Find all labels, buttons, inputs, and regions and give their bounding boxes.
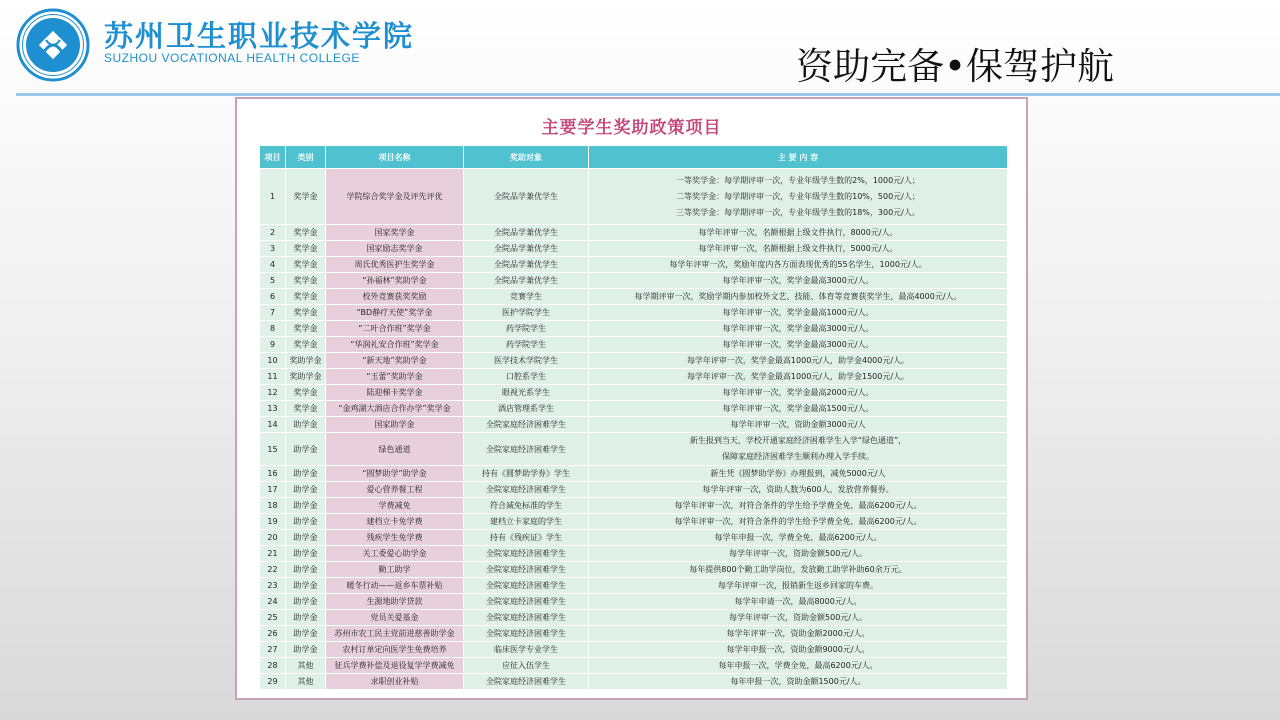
row-content: [589, 257, 1008, 273]
table-header-row: [260, 146, 1008, 169]
row-category: 助学金: [286, 626, 326, 642]
table-row: [260, 417, 1008, 433]
table-row: [260, 610, 1008, 626]
row-category: 奖学金: [286, 321, 326, 337]
row-content: [589, 466, 1008, 482]
row-target: 全院品学兼优学生: [464, 257, 589, 273]
row-content-line: 三等奖学金：每学期评审一次，专业年级学生数的18%，300元/人。: [676, 207, 920, 217]
table-row: [260, 257, 1008, 273]
row-content: [589, 626, 1008, 642]
row-target: 医学技术学院学生: [464, 353, 589, 369]
row-content-line: 每学年评审一次，奖学金最高3000元/人。: [722, 340, 874, 349]
row-content-line: 新生凭《圆梦助学券》办理报到，减免5000元/人: [710, 469, 886, 478]
row-name: “圆梦助学”助学金: [326, 466, 464, 482]
row-id: 29: [260, 674, 286, 690]
row-category: 助学金: [286, 610, 326, 626]
row-target: 医护学院学生: [464, 305, 589, 321]
row-category: 助学金: [286, 466, 326, 482]
row-name: 绿色通道: [326, 433, 464, 466]
row-target: 全院家庭经济困难学生: [464, 562, 589, 578]
row-id: 23: [260, 578, 286, 594]
row-target: 药学院学生: [464, 321, 589, 337]
row-name: “新天地”奖助学金: [326, 353, 464, 369]
row-id: 3: [260, 241, 286, 257]
row-content-line: 每学年评审一次，奖学金最高3000元/人。: [722, 324, 874, 333]
row-target: 全院家庭经济困难学生: [464, 610, 589, 626]
row-name: 关工委爱心助学金: [326, 546, 464, 562]
row-category: 奖学金: [286, 401, 326, 417]
table-row: [260, 642, 1008, 658]
row-content-line: 每学年申报一次，学费全免，最高6200元/人。: [714, 533, 882, 542]
row-name: 周氏优秀医护生奖学金: [326, 257, 464, 273]
table-row: [260, 482, 1008, 498]
policy-table-panel: [235, 97, 1028, 700]
row-content: [589, 353, 1008, 369]
row-content: [589, 514, 1008, 530]
row-target: 全院家庭经济困难学生: [464, 546, 589, 562]
row-target: 全院家庭经济困难学生: [464, 594, 589, 610]
row-id: 6: [260, 289, 286, 305]
table-row: [260, 273, 1008, 289]
row-name: 农村订单定向医学生免费培养: [326, 642, 464, 658]
table-row: [260, 369, 1008, 385]
row-name: 国家助学金: [326, 417, 464, 433]
row-name: 爱心营养餐工程: [326, 482, 464, 498]
row-content-line: 二等奖学金：每学期评审一次，专业年级学生数的10%，500元/人；: [676, 191, 920, 201]
row-content-line: 每学年评审一次，名额根据上级文件执行，8000元/人。: [698, 228, 898, 237]
row-category: 奖学金: [286, 241, 326, 257]
row-content: [589, 658, 1008, 674]
row-id: 7: [260, 305, 286, 321]
row-category: 助学金: [286, 530, 326, 546]
row-content: [589, 433, 1008, 466]
table-row: [260, 498, 1008, 514]
row-category: 助学金: [286, 594, 326, 610]
row-target: 全院家庭经济困难学生: [464, 578, 589, 594]
row-content-line: 新生报到当天，学校开通家庭经济困难学生入学“绿色通道”，: [689, 436, 907, 445]
table-row: [260, 530, 1008, 546]
row-category: 奖学金: [286, 305, 326, 321]
row-id: 26: [260, 626, 286, 642]
row-content-line: 每学年评审一次，奖学金最高1000元/人，助学金4000元/人。: [686, 356, 910, 365]
table-row: [260, 305, 1008, 321]
row-category: 助学金: [286, 514, 326, 530]
row-name: “金鸡湖大酒店合作办学”奖学金: [326, 401, 464, 417]
row-content: [589, 289, 1008, 305]
row-content: [589, 498, 1008, 514]
row-id: 5: [260, 273, 286, 289]
row-target: 应征入伍学生: [464, 658, 589, 674]
row-content-line: 每学年评审一次，名额根据上级文件执行，5000元/人。: [698, 244, 898, 253]
row-category: 其他: [286, 674, 326, 690]
row-id: 12: [260, 385, 286, 401]
row-content: [589, 337, 1008, 353]
row-name: 生源地助学贷款: [326, 594, 464, 610]
row-name: “BD静疗天使”奖学金: [326, 305, 464, 321]
row-name: “玉蕾”奖助学金: [326, 369, 464, 385]
row-content: [589, 369, 1008, 385]
table-row: [260, 626, 1008, 642]
table-row: [260, 433, 1008, 466]
row-id: 14: [260, 417, 286, 433]
header-divider: [16, 93, 1280, 96]
row-content-line: 每学年评审一次，资助金额2000元/人。: [726, 629, 870, 638]
row-content: [589, 225, 1008, 241]
row-name: 苏州市农工民主党前进慈善助学金: [326, 626, 464, 642]
table-row: [260, 169, 1008, 225]
row-content-line: 每学年评审一次，资助人数为600人，发放营养餐券。: [702, 485, 894, 494]
row-target: 酒店管理系学生: [464, 401, 589, 417]
row-content: [589, 642, 1008, 658]
row-category: 奖学金: [286, 225, 326, 241]
row-category: 奖学金: [286, 385, 326, 401]
row-name: 暖冬行动——返乡车票补贴: [326, 578, 464, 594]
row-id: 20: [260, 530, 286, 546]
table-row: [260, 241, 1008, 257]
row-content: [589, 546, 1008, 562]
school-name-en: SUZHOU VOCATIONAL HEALTH COLLEGE: [104, 51, 360, 65]
table-row: [260, 674, 1008, 690]
table-row: [260, 466, 1008, 482]
row-category: 奖学金: [286, 337, 326, 353]
row-target: 全院家庭经济困难学生: [464, 626, 589, 642]
row-name: “二叶合作班”奖学金: [326, 321, 464, 337]
row-content: [589, 401, 1008, 417]
row-name: 学院综合奖学金及评先评优: [326, 169, 464, 225]
row-target: 口腔系学生: [464, 369, 589, 385]
row-target: 全院家庭经济困难学生: [464, 674, 589, 690]
row-name: 党员关爱基金: [326, 610, 464, 626]
row-content-line: 每学期评审一次，奖励学期内参加校外文艺、技能、体育等竞赛获奖学生，最高4000元/人。: [634, 292, 962, 301]
table-row: [260, 385, 1008, 401]
column-header-name: 项目名称: [326, 146, 464, 169]
table-row: [260, 546, 1008, 562]
row-name: 残疾学生免学费: [326, 530, 464, 546]
table-row: [260, 594, 1008, 610]
row-content: [589, 241, 1008, 257]
row-target: 临床医学专业学生: [464, 642, 589, 658]
row-content-line: 每学年评审一次，资助金额500元/人。: [729, 613, 867, 622]
slide-header: [0, 0, 1280, 96]
table-row: [260, 562, 1008, 578]
row-target: 全院品学兼优学生: [464, 241, 589, 257]
row-id: 8: [260, 321, 286, 337]
row-category: 助学金: [286, 482, 326, 498]
row-id: 17: [260, 482, 286, 498]
row-content-line: 每学年申请一次，最高8000元/人。: [734, 597, 862, 606]
row-id: 28: [260, 658, 286, 674]
row-content: [589, 321, 1008, 337]
row-category: 奖学金: [286, 257, 326, 273]
table-row: [260, 514, 1008, 530]
row-target: 持有《圆梦助学券》学生: [464, 466, 589, 482]
row-target: 持有《残疾证》学生: [464, 530, 589, 546]
row-content: [589, 562, 1008, 578]
row-content: [589, 610, 1008, 626]
row-target: 眼视光系学生: [464, 385, 589, 401]
row-category: 奖学金: [286, 273, 326, 289]
row-name: 国家励志奖学金: [326, 241, 464, 257]
table-row: [260, 658, 1008, 674]
row-category: 助学金: [286, 578, 326, 594]
row-content: [589, 417, 1008, 433]
row-category: 助学金: [286, 417, 326, 433]
row-target: 全院家庭经济困难学生: [464, 417, 589, 433]
row-content-line: 每年申报一次，学费全免，最高6200元/人。: [718, 661, 878, 670]
row-target: 建档立卡家庭的学生: [464, 514, 589, 530]
row-content: [589, 273, 1008, 289]
row-category: 助学金: [286, 642, 326, 658]
row-id: 10: [260, 353, 286, 369]
row-name: 陆迎梯卡奖学金: [326, 385, 464, 401]
table-title: 主要学生奖助政策项目: [541, 118, 722, 138]
row-category: 助学金: [286, 498, 326, 514]
row-id: 25: [260, 610, 286, 626]
table-row: [260, 401, 1008, 417]
row-target: 全院家庭经济困难学生: [464, 433, 589, 466]
row-target: 符合减免标准的学生: [464, 498, 589, 514]
row-name: 校外竞赛获奖奖励: [326, 289, 464, 305]
row-id: 19: [260, 514, 286, 530]
row-category: 奖学金: [286, 169, 326, 225]
row-content-line: 每学年评审一次，对符合条件的学生给予学费全免，最高6200元/人。: [674, 501, 922, 510]
slide-title: 资助完备•保驾护航: [796, 45, 1114, 88]
row-name: 国家奖学金: [326, 225, 464, 241]
row-id: 2: [260, 225, 286, 241]
row-id: 9: [260, 337, 286, 353]
row-id: 27: [260, 642, 286, 658]
row-name: 求职创业补贴: [326, 674, 464, 690]
row-content: [589, 530, 1008, 546]
row-name: 征兵学费补偿及退役复学学费减免: [326, 658, 464, 674]
row-target: 竞赛学生: [464, 289, 589, 305]
row-content-line: 每学年评审一次，对符合条件的学生给予学费全免，最高6200元/人。: [674, 517, 922, 526]
table-row: [260, 321, 1008, 337]
row-id: 24: [260, 594, 286, 610]
row-name: 学费减免: [326, 498, 464, 514]
row-category: 奖学金: [286, 289, 326, 305]
column-header-content: 主 要 内 容: [589, 146, 1008, 169]
school-name-cn: 苏州卫生职业技术学院: [104, 19, 415, 53]
row-target: 全院家庭经济困难学生: [464, 482, 589, 498]
row-category: 助学金: [286, 562, 326, 578]
row-id: 13: [260, 401, 286, 417]
row-content-line: 一等奖学金：每学期评审一次，专业年级学生数的2%，1000元/人；: [676, 175, 920, 185]
row-target: 全院品学兼优学生: [464, 225, 589, 241]
row-content: [589, 578, 1008, 594]
column-header-id: 项目: [260, 146, 286, 169]
policy-table: [259, 145, 1008, 690]
row-id: 15: [260, 433, 286, 466]
row-content-line: 每学年评审一次，奖学金最高1500元/人。: [722, 404, 874, 413]
row-id: 16: [260, 466, 286, 482]
row-content-line: 每学年评审一次，奖学金最高1000元/人。: [722, 308, 874, 317]
row-content-line: 保障家庭经济困难学生顺利办理入学手续。: [722, 452, 874, 461]
row-content: [589, 674, 1008, 690]
row-content-line: 每学年申报一次，资助金额9000元/人。: [726, 645, 870, 654]
row-id: 22: [260, 562, 286, 578]
row-target: 全院品学兼优学生: [464, 169, 589, 225]
row-category: 奖助学金: [286, 369, 326, 385]
row-target: 全院品学兼优学生: [464, 273, 589, 289]
row-content: [589, 305, 1008, 321]
row-content-line: 每学年评审一次，资助金额3000元/人: [730, 420, 866, 429]
row-name: 建档立卡免学费: [326, 514, 464, 530]
row-content: [589, 594, 1008, 610]
row-category: 其他: [286, 658, 326, 674]
row-content-line: 每学年评审一次，奖学金最高3000元/人。: [722, 276, 874, 285]
table-row: [260, 289, 1008, 305]
table-row: [260, 225, 1008, 241]
row-content-line: 每学年评审一次，资助金额500元/人。: [729, 549, 867, 558]
row-name: 勤工助学: [326, 562, 464, 578]
row-content-line: 每学年评审一次，奖学金最高1000元/人，助学金1500元/人。: [686, 372, 910, 381]
row-id: 4: [260, 257, 286, 273]
row-content-line: 每年申报一次，资助金额1500元/人。: [730, 677, 866, 686]
table-row: [260, 578, 1008, 594]
row-content-line: 每学年评审一次，奖学金最高2000元/人。: [722, 388, 874, 397]
row-id: 1: [260, 169, 286, 225]
column-header-category: 类别: [286, 146, 326, 169]
row-content-line: 每学年评审一次，奖励年度内各方面表现优秀的55名学生，1000元/人。: [669, 260, 927, 269]
column-header-target: 奖助对象: [464, 146, 589, 169]
row-category: 奖助学金: [286, 353, 326, 369]
table-row: [260, 353, 1008, 369]
row-category: 助学金: [286, 546, 326, 562]
row-target: 药学院学生: [464, 337, 589, 353]
row-category: 助学金: [286, 433, 326, 466]
row-content-line: 每学年评审一次，报销新生返乡回家的车费。: [718, 581, 878, 590]
row-content: [589, 169, 1008, 225]
row-name: “孙福林”奖助学金: [326, 273, 464, 289]
row-content: [589, 385, 1008, 401]
row-content: [589, 482, 1008, 498]
row-name: “华润礼安合作班”奖学金: [326, 337, 464, 353]
table-row: [260, 337, 1008, 353]
row-id: 18: [260, 498, 286, 514]
row-id: 11: [260, 369, 286, 385]
row-id: 21: [260, 546, 286, 562]
college-emblem-icon: [16, 8, 90, 82]
row-content-line: 每年提供800个勤工助学岗位，发放勤工助学补助60余万元。: [689, 565, 907, 574]
